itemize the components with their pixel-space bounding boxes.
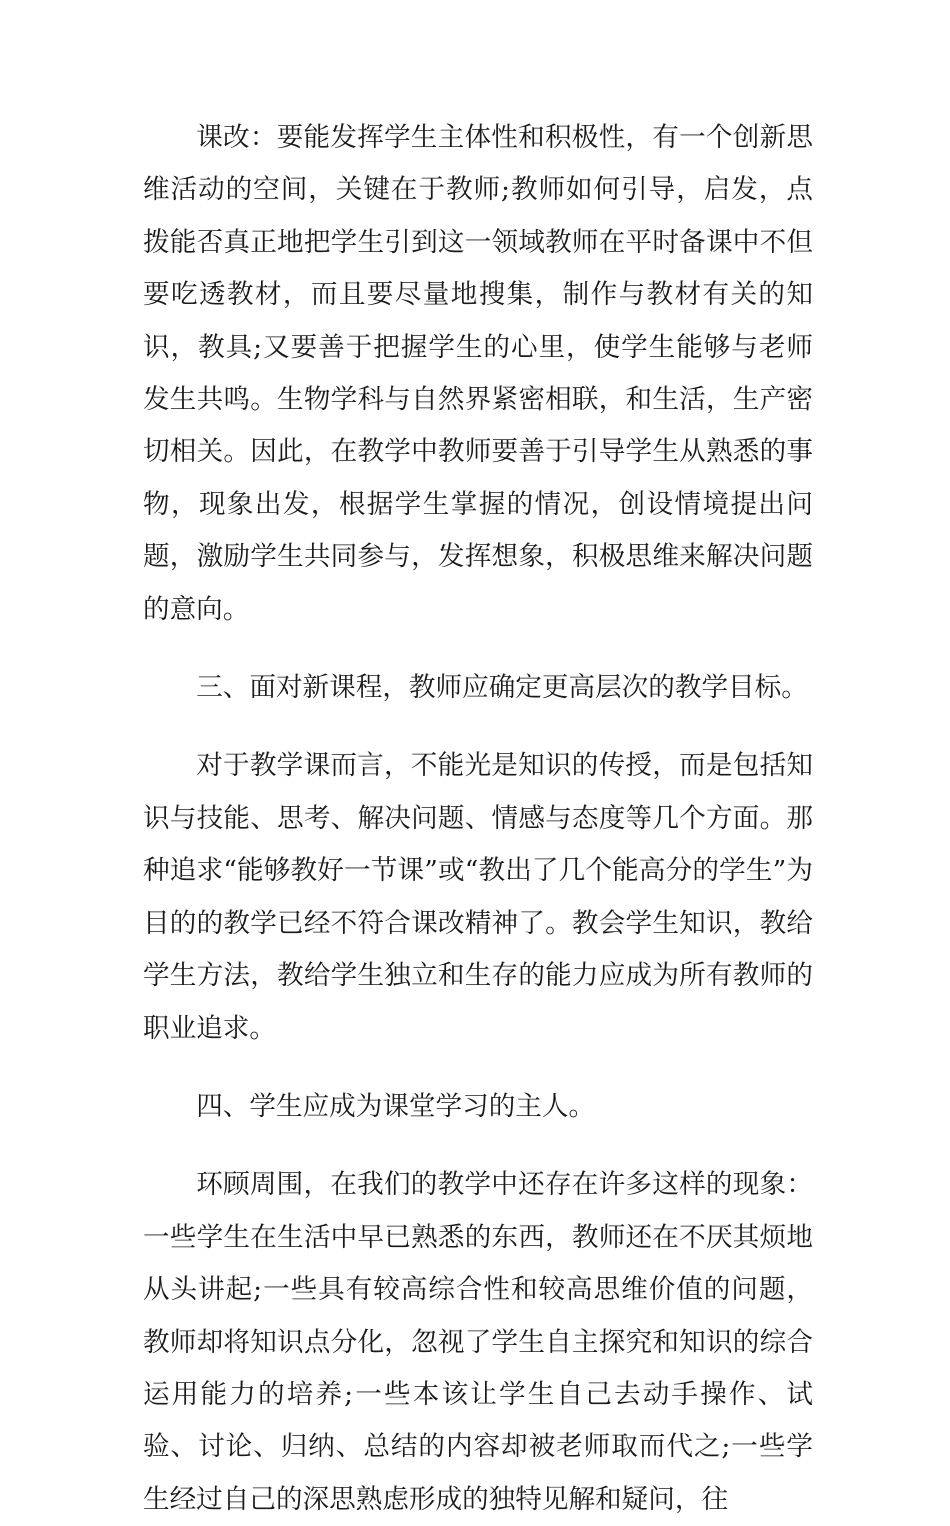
- paragraph-teaching-goals: 对于教学课而言，不能光是知识的传授，而是包括知识与技能、思考、解决问题、情感与态度等几个方面。那种追求“能够教好一节课”或“教出了几个能高分的学生”为目的的教学已经不符合课改精神了。教会学生知识，教给学生方法，教给学生独立和生存的能力应成为所有教师的职业追求。: [143, 750, 813, 1044]
- paragraph-student-masters: 环顾周围，在我们的教学中还存在许多这样的现象：一些学生在生活中早已熟悉的东西，教师还在不厌其烦地从头讲起;一些具有较高综合性和较高思维价值的问题，教师却将知识点分化，忽视了学生自主探究和知识的综合运用能力的培养;一些本该让学生自己去动手操作、试验、讨论、归纳、总结的内容却被老师取而代之;一些学生经过自己的深思熟虑形成的独特见解和疑问，往: [143, 1169, 813, 1515]
- paragraph-course-reform: 课改：要能发挥学生主体性和积极性，有一个创新思维活动的空间，关键在于教师;教师如何引导，启发，点拨能否真正地把学生引到这一领域教师在平时备课中不但要吃透教材，而且要尽量地搜集，制作与教材有关的知识，教具;又要善于把握学生的心里，使学生能够与老师发生共鸣。生物学科与自然界紧密相联，和生活，生产密切相关。因此，在教学中教师要善于引导学生从熟悉的事物，现象出发，根据学生掌握的情况，创设情境提出问题，激励学生共同参与，发挥想象，积极思维来解决问题的意向。: [143, 122, 813, 625]
- document-page: [143, 112, 813, 1526]
- section-heading-three: 三、面对新课程，教师应确定更高层次的教学目标。: [196, 672, 808, 704]
- section-heading-four: 四、学生应成为课堂学习的主人。: [196, 1090, 596, 1122]
